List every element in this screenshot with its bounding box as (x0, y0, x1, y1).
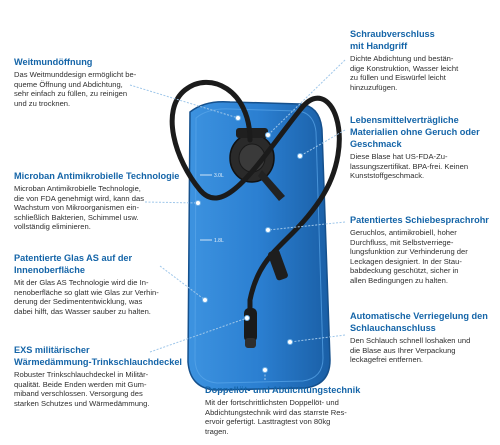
feature-exs-text: Robuster Trinkschlauchdeckel in Militär- qualität. Beide Enden werden mit Gum- miband verschlossen. Versorgung des starken Schutzes und Wärmedämmung. (14, 370, 150, 408)
feature-schraub (350, 28, 495, 92)
feature-glas-text: Mit der Glas AS Technologie wird die In- nenoberfläche so glatt wie Glas zur Verhin- derung der Sedimententwicklung, was dabei hilft, das Wasser sauber zu halten. (14, 278, 159, 316)
feature-glas-title: Patentierte Glas AS auf der Innenoberfläche (14, 253, 133, 275)
feature-schiebe-text: Geruchlos, antimikrobiell, hoher Durchfluss, mit Selbstverriege- lungsfunktion zur Verhinderung der Leckagen designiert. In der Stau- babdeckung geschützt, sicher in allen Bedingungen zu halten. (350, 228, 468, 285)
measure-mark-top: 3.0L (214, 173, 224, 179)
feature-microban-title: Microban Antimikrobielle Technologie (14, 171, 180, 181)
feature-doppel-text: Mit der fortschrittlichsten Doppellöt- und Abdichtungstechnik wird das starrste Res- ervoir gefertigt. Lasttragtest von 80kg tragen. (205, 398, 347, 436)
feature-microban (14, 170, 184, 232)
feature-microban-text: Microban Antimikrobielle Technologie, die von FDA genehmigt wird, kann das Wachstum von Mikroorganismen ein- schließlich Bakterien, Schimmel usw. vollständig eliminieren. (14, 184, 145, 232)
feature-schraub-title: Schraubverschluss mit Handgriff (350, 29, 435, 51)
feature-exs (14, 344, 194, 408)
measure-mark-middle: 1.8L (214, 238, 224, 244)
feature-exs-title: EXS militärischer Wärmedämmung-Trinkschlauchdeckel (14, 345, 182, 367)
feature-lebensmittel-title: Lebensmittelverträgliche Materialien ohne Geruch oder Geschmack (350, 115, 480, 149)
feature-doppel (205, 384, 380, 436)
feature-weitmund-text: Das Weitmunddesign ermöglicht be- queme Öffnung und Abdichtung, sehr einfach zu füllen, zu reinigen und zu trocknen. (14, 70, 137, 108)
feature-verriegelung-text: Den Schlauch schnell loshaken und die Blase aus Ihrer Verpackung leckagefrei entfernen. (350, 336, 471, 365)
feature-verriegelung-title: Automatische Verriegelung den Schlauchanschluss (350, 311, 488, 333)
feature-verriegelung (350, 310, 498, 365)
feature-lebensmittel (350, 114, 495, 181)
bite-valve-icon (244, 308, 257, 342)
feature-schiebe (350, 214, 495, 286)
feature-schraub-text: Dichte Abdichtung und bestän- dige Konstruktion, Wasser leicht zu füllen und Eiswürfel leicht hinzuzufügen. (350, 54, 459, 92)
feature-lebensmittel-text: Diese Blase hat US-FDA-Zu- lassungszertifikat. BPA-frei. Keinen Kunststoffgeschmack. (350, 152, 469, 181)
feature-glas (14, 252, 184, 316)
feature-weitmund (14, 56, 164, 108)
feature-schiebe-title: Patentiertes Schiebesprachrohr (350, 215, 489, 225)
feature-weitmund-title: Weitmundöffnung (14, 57, 93, 67)
feature-doppel-title: Doppellöt- und Abdichtungstechnik (205, 385, 361, 395)
